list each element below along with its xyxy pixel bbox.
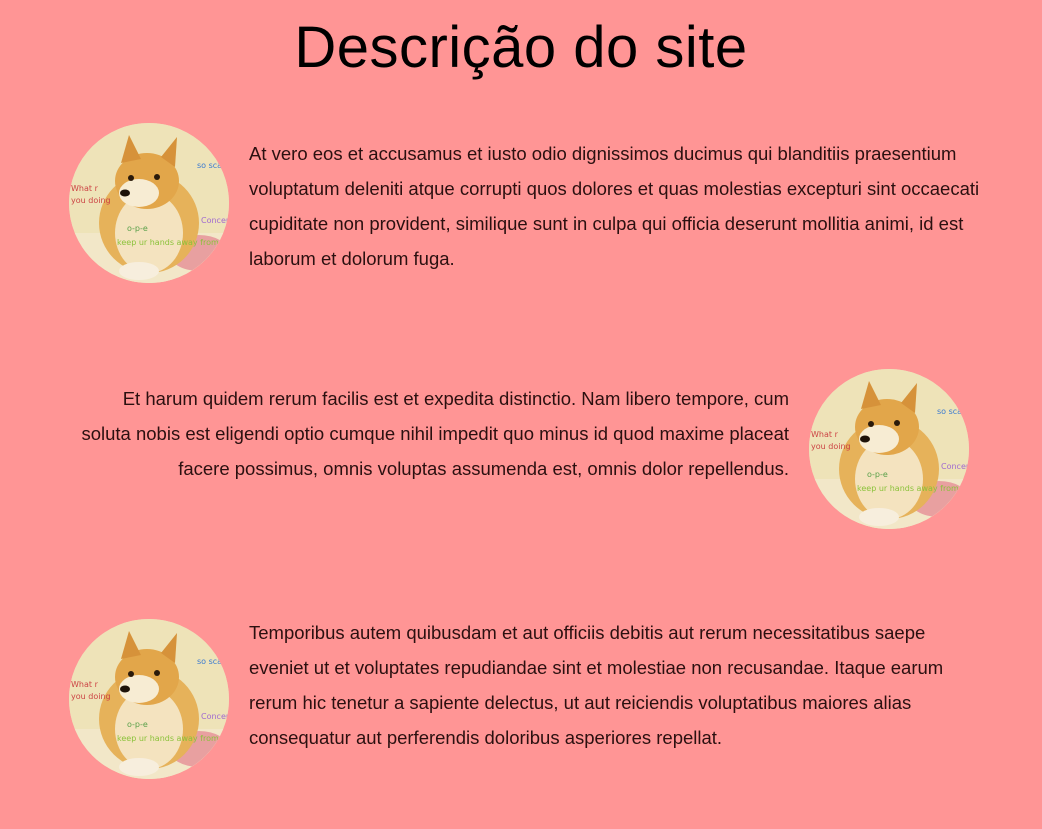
meme-caption-5: o-p-e: [127, 720, 148, 729]
meme-caption-2: you doing: [71, 692, 111, 701]
section-3-text: Temporibus autem quibusdam et aut officiis debitis aut rerum necessitatibus saepe eveniet ut et voluptates repudiandae sint et molestiae non recusandae. Itaque earum rerum hic tenetur a sapiente delectus, ut aut reiciendis voluptatibus maiores alias consequatur aut perferendis doloribus asperiores repellat.: [249, 622, 944, 748]
meme-caption-5: o-p-e: [127, 224, 148, 233]
doge-image: [809, 369, 969, 529]
meme-caption-3: so sca: [197, 161, 223, 170]
section-1-text: At vero eos et accusamus et iusto odio dignissimos ducimus qui blanditiis praesentium voluptatum deleniti atque corrupti quos dolores et quas molestias excepturi sint occaecati cupiditate non provident, similique sunt in culpa qui officia deserunt mollitia animi, id est laborum et dolorum fuga.: [249, 143, 980, 269]
meme-caption-6: keep ur hands away from: [117, 238, 219, 247]
meme-caption-3: so sca: [197, 657, 223, 666]
page-title: Descrição do site: [294, 15, 748, 80]
doge-image: [69, 123, 229, 283]
doge-image: [69, 619, 229, 779]
meme-caption-4: Concer: [941, 462, 969, 471]
meme-caption-6: keep ur hands away from: [857, 484, 959, 493]
meme-caption-2: you doing: [811, 442, 851, 451]
meme-caption-2: you doing: [71, 196, 111, 205]
doge-avatar-1: [69, 123, 229, 283]
meme-caption-1: What r: [71, 680, 98, 689]
meme-caption-1: What r: [811, 430, 838, 439]
meme-caption-4: Concer: [201, 712, 229, 721]
doge-avatar-2: [809, 369, 969, 529]
meme-caption-3: so sca: [937, 407, 963, 416]
doge-avatar-3: [69, 619, 229, 779]
meme-caption-4: Concer: [201, 216, 229, 225]
section-2-text: Et harum quidem rerum facilis est et expedita distinctio. Nam libero tempore, cum soluta nobis est eligendi optio cumque nihil impedit quo minus id quod maxime placeat facere possimus, omnis voluptas assumenda est, omnis dolor repellendus.: [81, 388, 789, 479]
meme-caption-6: keep ur hands away from: [117, 734, 219, 743]
meme-caption-5: o-p-e: [867, 470, 888, 479]
meme-caption-1: What r: [71, 184, 98, 193]
